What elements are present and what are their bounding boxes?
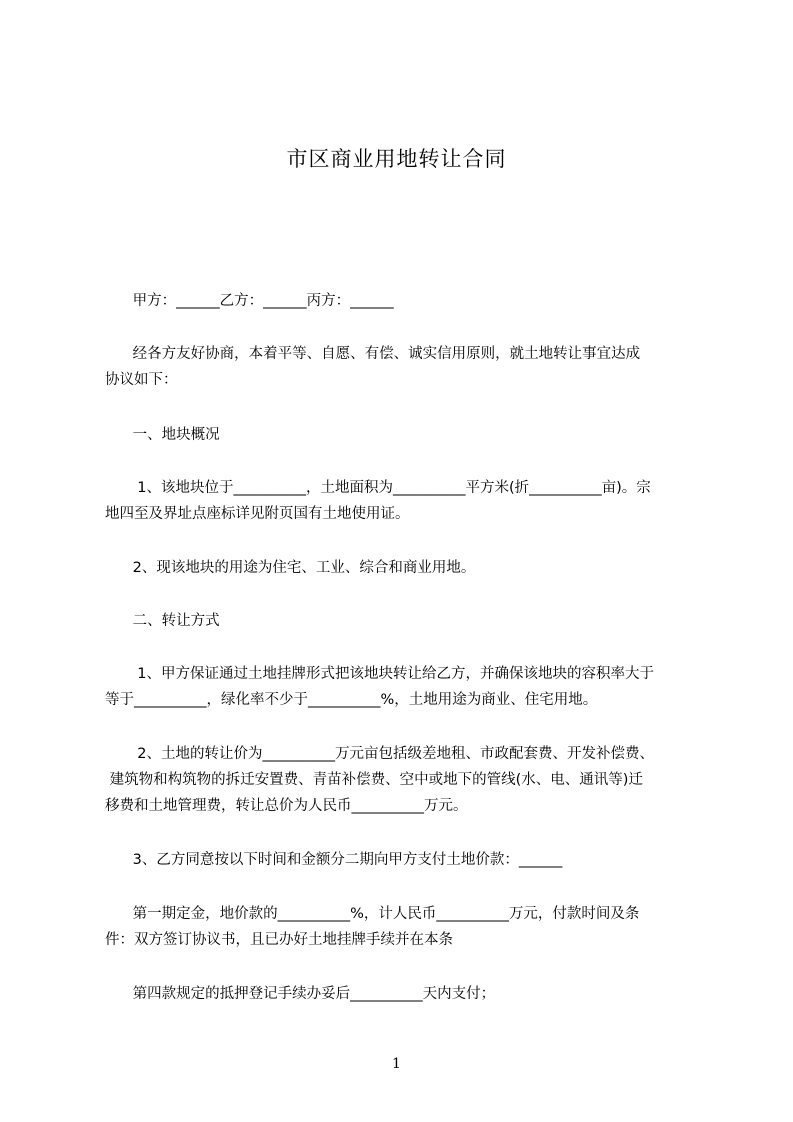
text-line: 第四款规定的抵押登记手续办妥后__________天内支付； [105,986,496,1002]
text-line: 二、转让方式 [105,613,220,629]
text-line: 经各方友好协商，本着平等、自愿、有偿、诚实信用原则，就土地转让事宜达成 [105,346,641,362]
text-line: 1、该地块位于__________，土地面积为__________平方米(折__________亩)。宗 [105,480,651,496]
preamble-paragraph [105,341,695,393]
text-line: 件：双方签订协议书，且已办好土地挂牌手续并在本条 [105,932,453,948]
payment-fourth-clause [105,981,695,1007]
text-line: 建筑物和构筑物的拆迁安置费、青苗补偿费、空中或地下的管线(水、电、通讯等)迁 [105,772,643,788]
text-line: 地四至及界址点座标详见附页国有土地使用证。 [105,506,410,522]
text-line: 2、现该地块的用途为住宅、工业、综合和商业用地。 [105,560,476,576]
text-line: 移费和土地管理费，转让总价为人民币__________万元。 [105,798,468,814]
text-line: 3、乙方同意按以下时间和金额分二期向甲方支付土地价款：______ [105,852,563,868]
text-line: 第一期定金，地价款的__________%，计人民币__________万元，付款时间及条 [105,906,640,922]
document-title: 市区商业用地转让合同 [286,147,507,171]
section-heading-plot-overview [105,422,695,448]
text-line: 1、甲方保证通过土地挂牌形式把该地块转让给乙方，并确保该地块的容积率大于 [105,666,654,682]
text-line: 一、地块概况 [105,427,220,443]
clause-2-2 [105,741,695,819]
text-line: 2、土地的转让价为__________万元亩包括级差地租、市政配套费、开发补偿费、 [105,746,654,762]
text-line: 甲方：______乙方：______丙方：______ [105,293,394,309]
text-line: 协议如下： [105,372,178,388]
page-number: 1 [392,1056,401,1072]
clause-1-2 [105,555,695,581]
payment-first-installment [105,901,695,953]
clause-1-1 [105,475,695,527]
section-heading-transfer-method [105,608,695,634]
text-line: 等于__________，绿化率不少于__________%，土地用途为商业、住宅用地。 [105,692,598,708]
parties-line [105,288,695,314]
clause-2-3 [105,847,695,873]
clause-2-1 [105,661,695,713]
